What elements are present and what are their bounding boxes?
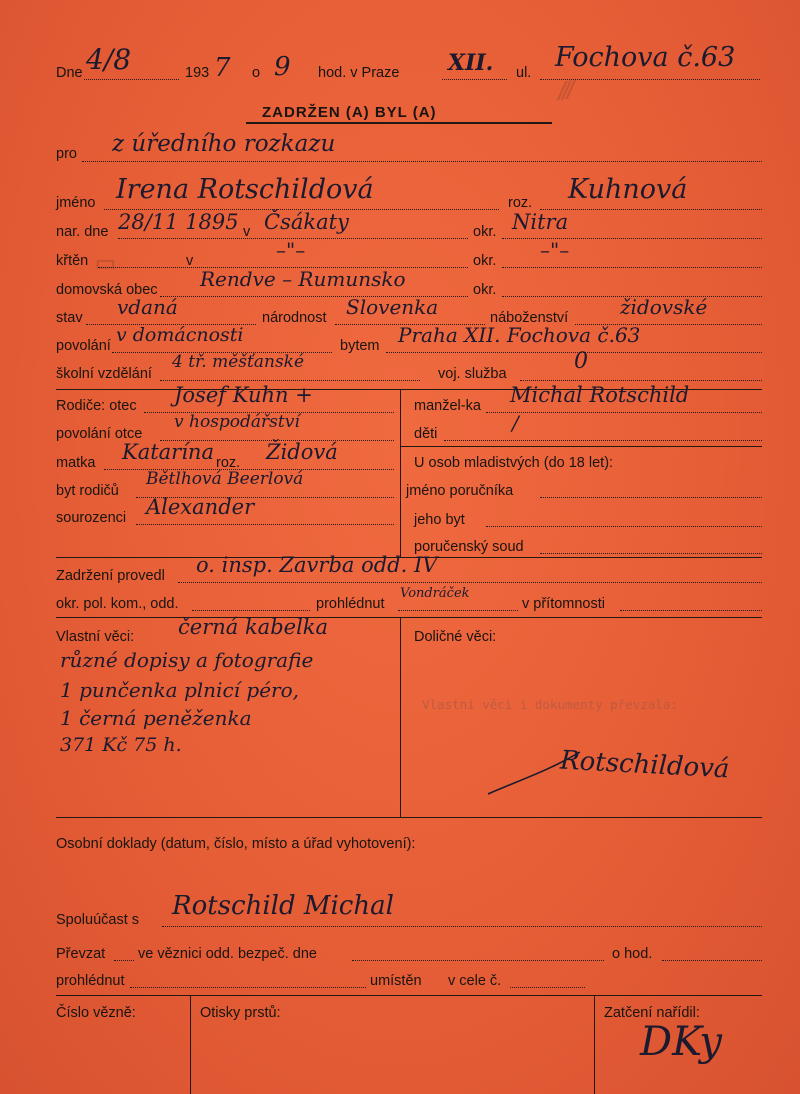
povolani-value: v domácnosti [116,324,244,346]
deti-value: / [512,411,519,435]
okr-pol-label: okr. pol. kom., odd. [56,596,179,612]
sourozenci-label: sourozenci [56,510,127,526]
stav-label: stav [56,310,83,326]
pritomnosti-line [620,610,762,611]
o-hod-line [662,960,762,961]
matka-roz-value: Židová [266,440,338,464]
section-divider [56,817,762,818]
povolani-label: povolání [56,338,111,354]
okr-pol-line [192,610,310,611]
hod-label: hod. v Praze [318,65,400,81]
provedl-value: o. insp. Zavrba odd. IV [196,553,438,577]
manzel-label: manžel-ka [414,398,481,414]
prevzat-label: Převzat [56,946,106,962]
date-line [84,79,179,80]
bytem-value: Praha XII. Fochova č.63 [398,323,641,347]
okr-value: Nitra [512,210,569,234]
form-title: ZADRŽEN (A) BYL (A) [262,104,437,121]
matka-roz-label: roz. [216,455,241,471]
otisky-label: Otisky prstů: [200,1005,281,1021]
vlastni-label: Vlastní věci: [56,629,135,645]
vlastni-line-5: 371 Kč 75 h. [60,734,182,756]
section-divider [56,995,762,996]
dne-label: Dne [56,65,83,81]
year-suffix: 7 [214,53,231,83]
byt-rodicu-label: byt rodičů [56,483,119,499]
nabozenstvi-label: náboženství [490,310,569,326]
okr-label: okr. [473,224,497,240]
obec-value: Rendve – Rumunsko [200,267,406,291]
roz-line [540,209,762,210]
faint-stamp-mark: ▭ [95,250,116,275]
hour-value: 9 [274,52,291,82]
spoluucast-line [162,926,762,927]
o-label: o [252,65,261,81]
jmeno-label: jméno [56,195,96,211]
voj-line [520,380,762,381]
vlastni-line-4: 1 černá peněženka [60,706,252,730]
okr2-line [502,267,762,268]
year-prefix: 193 [185,65,210,81]
footer-vertical-divider-2 [594,995,595,1094]
okr2-label: okr. [473,253,497,269]
date-value: 4/8 [86,43,132,76]
pro-value: z úředního rozkazu [112,131,336,157]
v-label: v [243,224,251,240]
mladistvi-label: U osob mladistvých (do 18 let): [414,455,614,471]
matka-label: matka [56,455,96,471]
signature-value: Rotschildová [559,745,731,785]
bytem-label: bytem [340,338,380,354]
narodnost-value: Slovenka [346,295,439,319]
veznice-line [352,960,604,961]
cele-label: v cele č. [448,973,502,989]
soud-line [540,553,762,554]
sourozenci-line [136,524,394,525]
cislo-label: Číslo vězně: [56,1005,136,1021]
skolni-value: 4 tř. měšťanské [172,352,305,372]
spoluucast-value: Rotschild Michal [172,891,394,921]
jeho-byt-label: jeho byt [414,512,465,528]
prevzat-line [114,960,134,961]
veznice-label: ve věznici odd. bezpeč. dne [138,946,317,962]
street-line [540,79,760,80]
district-value: XII. [448,50,494,76]
deti-line [444,440,762,441]
faint-stamp-mark: ⁄⁄⁄ [557,74,575,106]
ul-label: ul. [516,65,532,81]
krten-label: křtěn [56,253,89,269]
deti-label: děti [414,426,438,442]
sourozenci-value: Alexander [146,495,255,519]
rodice-label: Rodiče: otec [56,398,137,414]
stav-value: vdaná [117,295,178,319]
okr3-label: okr. [473,282,497,298]
roz-value: Kuhnová [568,174,688,205]
birthplace-value: Čsákaty [264,210,349,234]
spoluucast-label: Spoluúčast s [56,912,140,928]
krten-v-label: v [186,253,194,269]
povolani-otce-value: v hospodářství [174,412,300,432]
district-line [442,79,507,80]
street-value: Fochova č.63 [555,42,736,73]
povolani-otce-label: povolání otce [56,426,143,442]
family-vertical-divider [400,389,401,557]
nar-label: nar. dne [56,224,109,240]
provedl-label: Zadržení provedl [56,568,165,584]
jmeno-value: Irena Rotschildová [116,174,374,205]
nabozenstvi-value: židovské [620,295,708,319]
vlastni-line-1: černá kabelka [178,615,329,639]
skolni-label: školní vzdělání [56,366,152,382]
prohlednut2-label: prohlédnut [56,973,125,989]
porucnik-line [540,497,762,498]
jeho-byt-line [486,526,762,527]
krten-value: –"– [276,238,306,262]
manzel-value: Michal Rotschild [510,383,690,407]
vlastni-line-3: 1 punčenka plnicí péro, [60,678,299,702]
prohlednut2-line [130,987,366,988]
title-underline [246,122,552,124]
okr2-value: –"– [540,238,570,262]
roz-label: roz. [508,195,533,211]
prohlednut-value: Vondráček [400,586,470,601]
zatceni-label: Zatčení nařídil: [604,1005,700,1021]
guardian-box-top [400,446,762,447]
voj-label: voj. služba [438,366,507,382]
manzel-line [486,412,762,413]
matka-value: Katarína [122,440,214,464]
items-vertical-divider [400,617,401,817]
prohlednut-label: prohlédnut [316,596,385,612]
zatceni-value: DKy [640,1019,722,1065]
obec-label: domovská obec [56,282,158,298]
otec-value: Josef Kuhn + [174,383,313,407]
prohlednut-line [398,610,518,611]
pritomnosti-label: v přítomnosti [522,596,605,612]
dolicne-label: Doličné věci: [414,629,497,645]
voj-value: 0 [574,349,588,374]
section-divider [56,617,762,618]
umisten-label: umístěn [370,973,422,989]
o-hod-label: o hod. [612,946,653,962]
nar-value: 28/11 1895 [118,210,239,234]
cele-line [510,987,585,988]
skolni-line [160,380,420,381]
porucnik-label: jméno poručníka [406,483,514,499]
soud-label: poručenský soud [414,539,524,555]
typed-receipt-note: Vlastní věci i dokumenty převzala: [422,697,678,712]
pro-label: pro [56,146,77,162]
narodnost-label: národnost [262,310,327,326]
pro-line [82,161,762,162]
footer-vertical-divider-1 [190,995,191,1094]
provedl-line [178,582,762,583]
doklady-label: Osobní doklady (datum, číslo, místo a úřad vyhotovení): [56,836,416,852]
byt-rodicu-value: Bětlhová Beerlová [146,469,304,489]
vlastni-line-2: různé dopisy a fotografie [60,648,314,672]
